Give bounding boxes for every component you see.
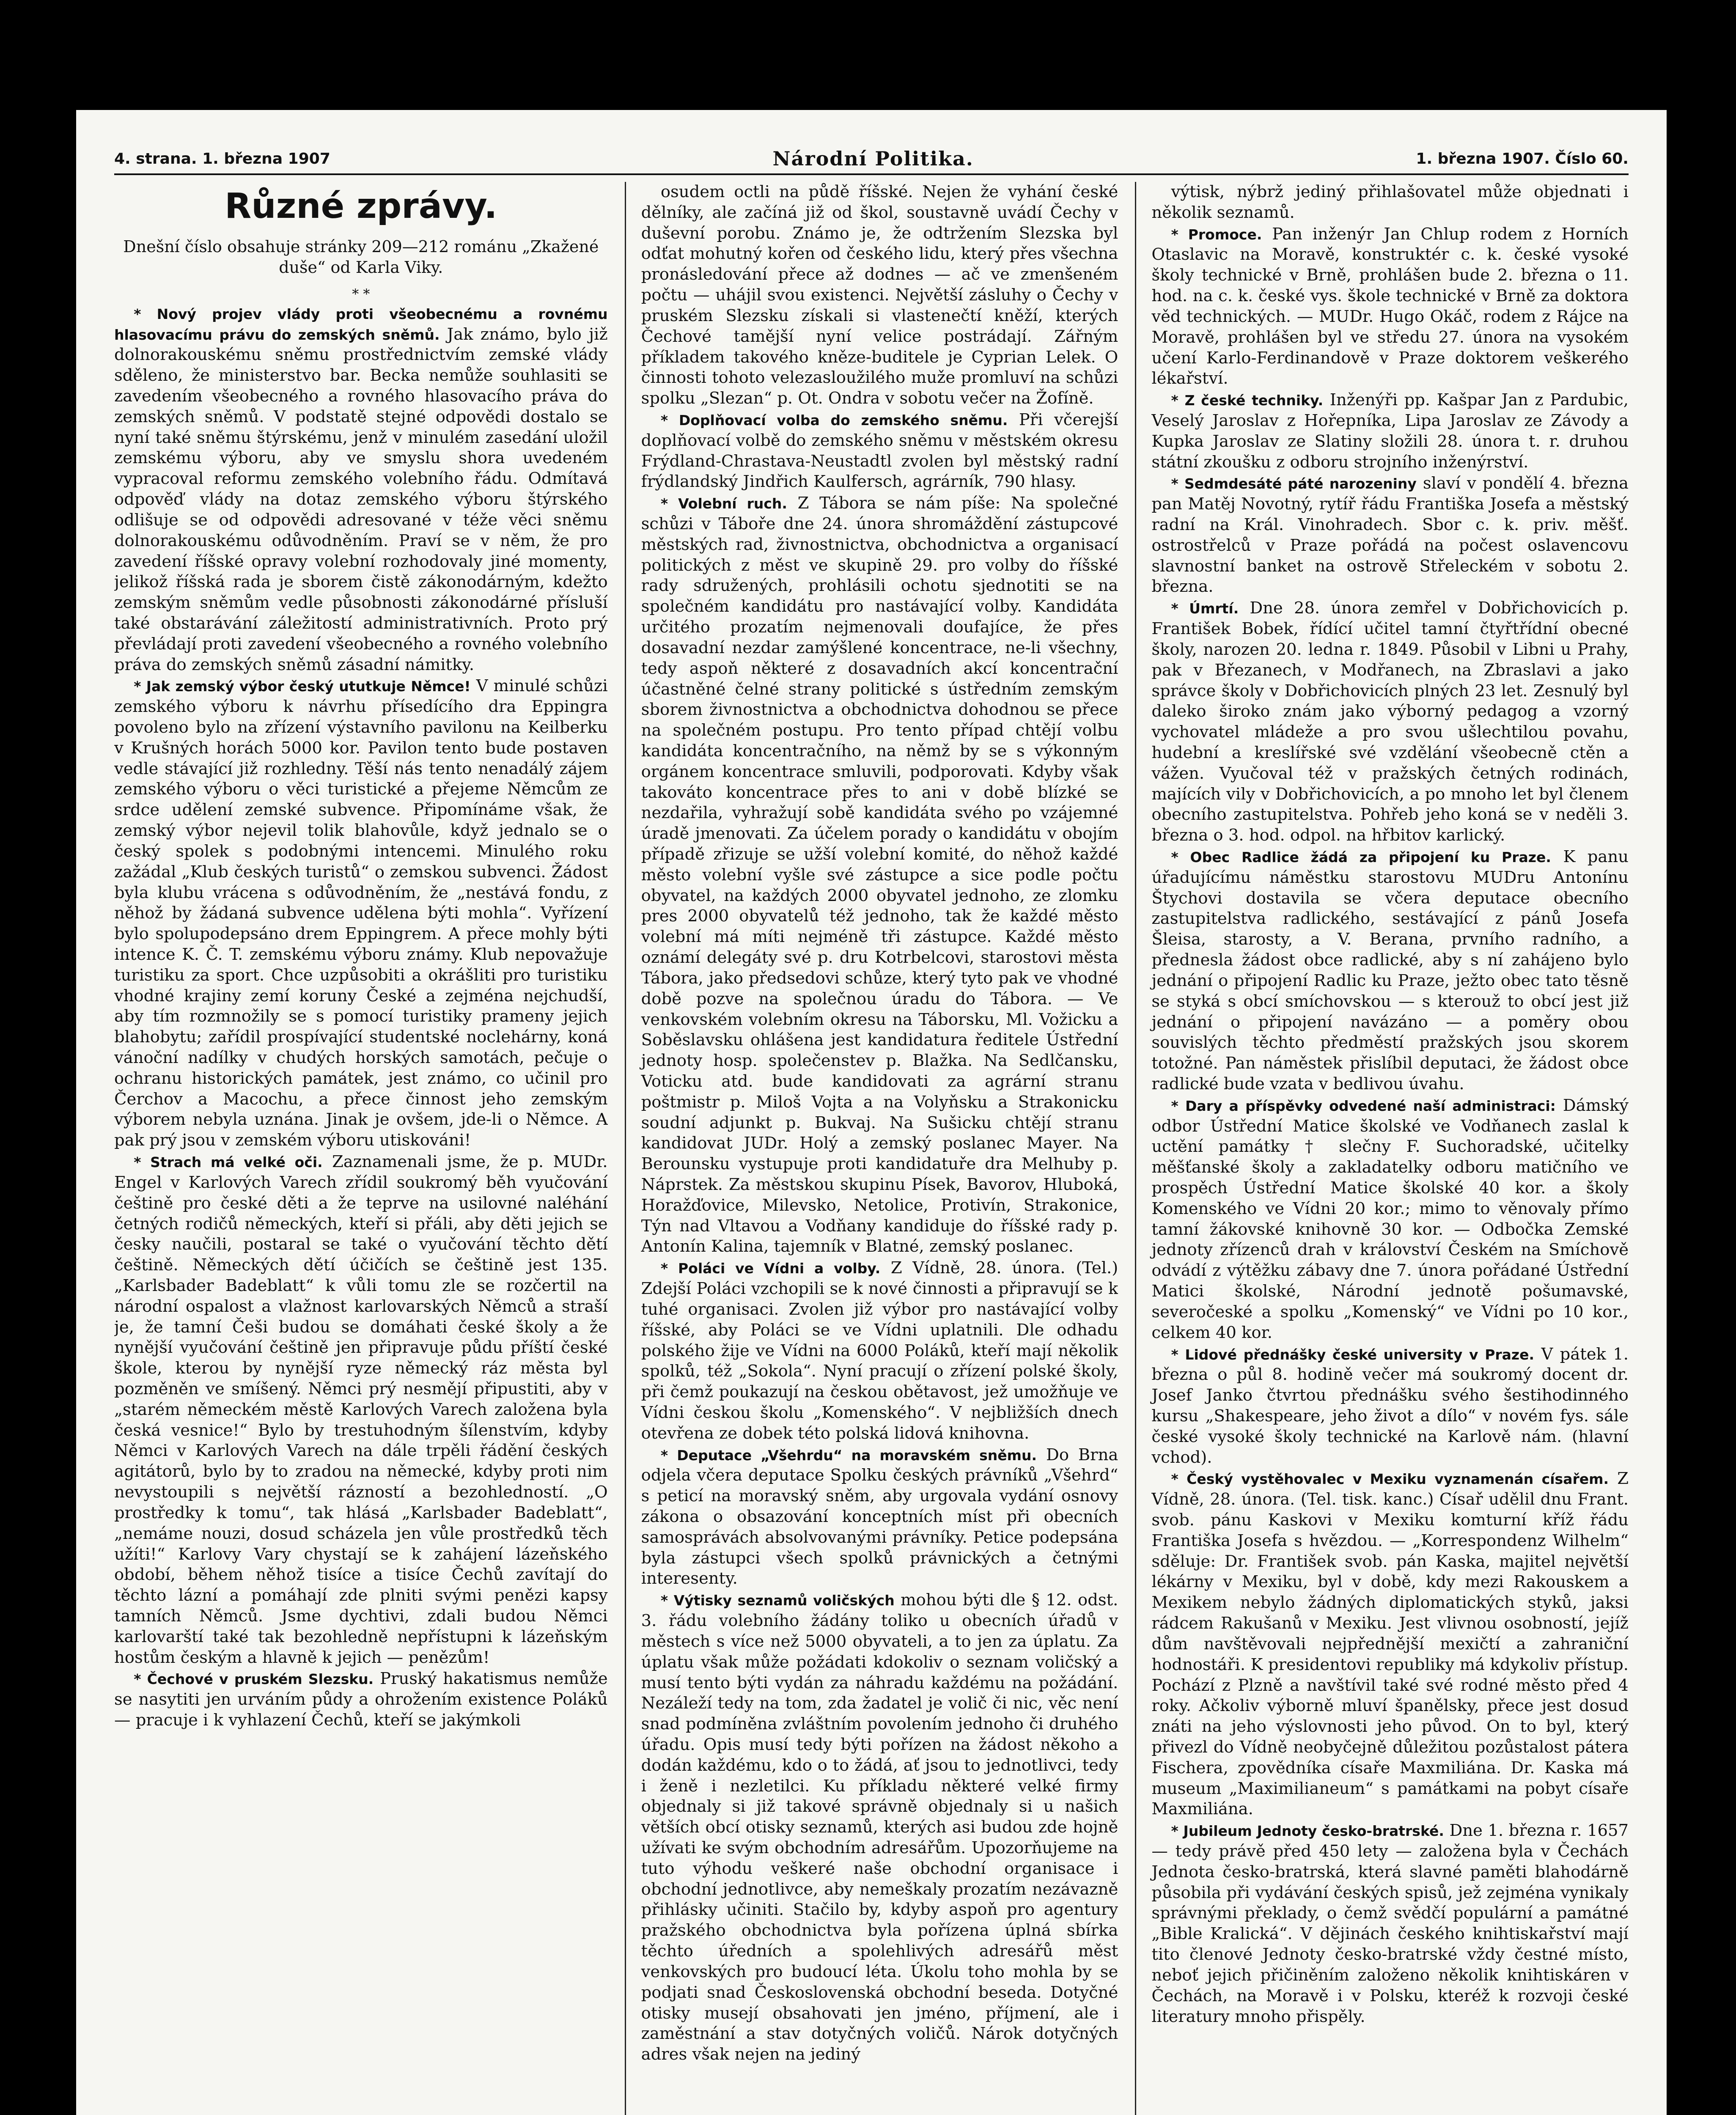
article-text: mohou býti dle § 12. odst. 3. řádu volebního žádány toliko u obecních úřadů v městech s více než 5000 obyvateli, a to jen za úplatu. Za úplatu však může požádati kdokoliv o seznam voličský a musí tento býti vydán za náhradu každému na požádání. Nezáleží tedy na tom, zda žadatel je volič či nic, věc není snad podmíněna zvláštním povolením jednoho či druhého úřadu. Opis musí tedy býti pořízen na žádost někoho a dodán každému, kdo o to žádá, ať jsou to jednotlivci, tedy i ženě i nezletilci. Ku příkladu některé velké firmy objednaly si již takové správně objednaly si u našich větších obcí otisky seznamů, kterých asi budou zde hojně užívati ke svým obchodním adresářům. Upozorňujeme na tuto výhodu veškeré naše obchodní organisace i obchodní jednotlivce, aby nemeškaly prozatím nezávazně přihlásky učiniti. Stačilo by, kdyby aspoň pro agentury pražského obchodnictva byla pořízena úplná sbírka těchto úředních a spolehlivých adresářů měst venkovských pro budoucí léta. Úkolu toho mohla by se podjati snad Československá obchodní beseda. Dotyčné otisky musejí obsahovati jen jméno, příjmení, ale i zaměstnání a stav dotyčných voličů. Nárok dotyčných adres však nejen na jediný xyxy=(641,1590,1118,2064)
article-lead: * Volební ruch. xyxy=(660,495,787,512)
article-paragraph xyxy=(114,676,608,1151)
article-text: Z Vídně, 28. února. (Tel.) Zdejší Poláci vzchopili se k nové činnosti a připravují se k tuhé organisaci. Zvolen již výbor pro nastávající volby říšské, aby Poláci se ve Vídni uplatnili. Dle odhadu polského žije ve Vídni na 6000 Poláků, kteří mají několik spolků, též „Sokola“. Nyní pracují o zřízení polské školy, při čemž poukazují na českou obětavost, jež umožňuje ve Vídni českou školu „Komenského“. V nejbližších dnech otevřena ze dobek této polská lidová knihovna. xyxy=(641,1258,1118,1443)
article-paragraph xyxy=(114,1152,608,1668)
article-text: Z Tábora se nám píše: Na společné schůzi v Táboře dne 24. února shromáždění zástupcové městských rad, živnostnictva, obchodnictva a organisací politických z měst ve skupině 29. pro volby do říšské rady sdružených, prohlásili ochotu sjednotiti se na společném kandidátu pro nastávající volby. Kandidáta určitého prozatím nejmenovali doufajíce, že přes dosavadní nezdar zamýšlené koncentrace, ne-li všechny, tedy aspoň některé z dosavadních akcí koncentrační účastněné čelné strany politické s ústředním zemským sborem živnostnictva a obchodnictva dohodnou se přece na společném postupu. Pro tento případ chtějí volbu kandidáta koncentračního, na němž by se s výkonným orgánem koncentrace smluvili, podporovati. Kdyby však takováto koncentrace přes to ani v době blízké se nezdařila, vyhražují sobě kandidáta svého po vzájemné úradě jmenovati. Za účelem porady o kandidátu v obojím případě zřizuje se užší volební komité, do něhož každé město volební vyšle své zástupce a sice podle počtu obyvatel, na každých 2000 obyvatel jednoho, ze zlomku pres 2000 obyvatelů též jednoho, tak že každé město volební má míti nejméně tři zástupce. Každé město oznámí delegáty své p. dru Kotrbelcovi, starostovi města Tábora, jako předsedovi schůze, který tyto pak ve vhodné době pozve na společnou úradu do Tábora. — Ve venkovském volebním okresu na Táborsku, Ml. Vožicku a Soběslavsku ohlášena jest kandidatura ředitele Ústřední jednoty hosp. společenstev p. Blažka. Na Sedlčansku, Voticku atd. bude kandidovati za agrární stranu poštmistr p. Miloš Vojta a na Volyňsku a Strakonicku soudní adjunkt p. Bukvaj. Na Sušicku chtějí stranu kandidovat JUDr. Holý a zemský poslanec Mayer. Na Berounsku vystupuje proti kandidatuře dra Melhuby p. Náprstek. Za městskou skupinu Písek, Bavorov, Hluboká, Horažďovice, Milevsko, Netolice, Protivín, Strakonice, Týn nad Vltavou a Vodňany kandiduje do říšské rady p. Antonín Kalina, tajemník v Blatné, zemský poslanec. xyxy=(641,494,1118,1256)
article-lead: * Jak zemský výbor český ututkuje Němce! xyxy=(134,678,471,695)
page-header xyxy=(114,144,1629,175)
article-text: V minulé schůzi zemského výboru k návrhu přísedícího dra Eppingra povoleno bylo na zřízení výstavního pavilonu na Keilberku v Krušných horách 5000 kor. Pavilon tento bude postaven vedle stávající již rozhledny. Těší nás tento nenadálý zájem zemského výboru o věci turistické a přejeme Němcům ze srdce udělení zemské subvence. Připomínáme však, že zemský výbor nejevil tolik blahovůle, když jednalo se o český spolek s podobnými intencemi. Minulého roku zažádal „Klub českých turistů“ o zemskou subvenci. Žádost byla klubu vrácena s odůvodněním, že „nestává fondu, z něhož by žádaná subvence udělena býti mohla“. Vyřízení bylo spolupodepsáno drem Eppingrem. A přece mohly býti intence K. Č. T. zemskému výboru známy. Klub nepovažuje turistiku za sport. Chce uzpůsobiti a okrášliti pro turistiku vhodné krajiny zemí koruny České a zejména nejchudší, aby tím rozmnožily se s pomocí turistiky prameny jejich blahobytu; zařídil prospívající studentské noclehárny, koná vánoční nadílky v chudých horských samotách, pečuje o ochranu historických památek, jest známo, co učinil pro Čerchov a Macochu, a přece činnost jeho zemským výborem nebyla uznána. Jinak je ovšem, jde-li o Němce. A pak prý jsou v zemském výboru utiskováni! xyxy=(114,676,608,1150)
article-lead: * Sedmdesáté páté narozeniny xyxy=(1171,475,1417,492)
article-text: Dne 28. února zemřel v Dobřichovicích p. František Bobek, řídící učitel tamní čtyřtřídní obecné školy, narozen 20. ledna r. 1849. Působil v Libni u Prahy, pak v Březanech, v Modřanech, na Zbraslavi a jako správce školy v Dobřichovicích plných 23 let. Zesnulý byl daleko široko znám jako výborný pedagog a vzorný vychovatel mládeže a pro svou ušlechtilou povahu, hudební a kreslířské své vzdělání všeobecně ctěn a vážen. Vyučoval též v pražských četných rodinách, majících vily v Dobřichovicích, a po mnoho let byl členem obecního zastupitelstva. Pohřeb jeho koná se v neděli 3. března o 3. hod. odpol. na hřbitov karlický. xyxy=(1151,599,1629,845)
article-paragraph xyxy=(1151,1821,1629,2027)
article-paragraph xyxy=(1151,1096,1629,1343)
article-lead: * Promoce. xyxy=(1171,226,1262,243)
article-text: Dne 1. března r. 1657 — tedy právě před 450 lety — založena byla v Čechách Jednota česko-bratrská, která slavné paměti blahodárně působila při vydávání českých spisů, jež zejména vynikaly správnými překlady, o čemž svědčí populární a památné „Bible Kralická“. V dějinách českého knihtiskařství mají tito členové Jednoty česko-bratrské vždy čestné místo, neboť jejich přičiněním založeno několik knihtiskáren v Čechách, na Moravě i v Polsku, kteréž k rozvoji české literatury mnoho přispěly. xyxy=(1151,1821,1629,2026)
article-paragraph xyxy=(641,182,1118,409)
article-text: slaví v pondělí 4. března pan Matěj Novotný, rytíř řádu Františka Josefa a městský radní na Král. Vinohradech. Sbor c. k. priv. měšť. ostrostřelců v Praze pořádá na počest oslavencovu slavnostní banket na ostrově Střeleckém v sobotu 2. března. xyxy=(1151,474,1629,596)
article-text: Pan inženýr Jan Chlup rodem z Horních Otaslavic na Moravě, konstruktér c. k. české vysoké školy technické v Brně, prohlášen bude 2. března o 11. hod. na c. k. české vys. škole technické v Brně za doktora věd technických. — MUDr. Hugo Okáč, rodem z Rájce na Moravě, prohlášen byl ve středu 27. února na vysokém učení Karlo-Ferdinandově v Praze doktorem veškerého lékařství. xyxy=(1151,224,1629,388)
article-text: K panu úřadujícímu náměstku starostovu MUDru Antonínu Štychovi dostavila se včera deputace obecního zastupitelstva radlického, sestávající z pánů Josefa Šleisa, starosty, a V. Berana, prvního radního, a přednesla žádost obce radlické, aby s ní zahájeno bylo jednání o připojení Radlic ku Praze, ježto obec tato těsně se styká s obcí smíchovskou — s kterouž to obcí jest již jednání o připojení navázáno — a poměry obou souvislých těchto předměstí pražských jsou skorem totožné. Pan náměstek přislíbil deputaci, že žádost obce radlické bude vzata v bedlivou úvahu. xyxy=(1151,847,1629,1093)
article-paragraph xyxy=(1151,224,1629,390)
article-lead: * Úmrtí. xyxy=(1171,600,1239,617)
article-lead: * Deputace „Všehrdu“ na moravském sněmu. xyxy=(660,1447,1037,1464)
article-lead: * Obec Radlice žádá za připojení ku Praze. xyxy=(1171,849,1551,865)
section-intro: Dnešní číslo obsahuje stránky 209—212 románu „Zkažené duše“ od Karla Viky. xyxy=(123,237,599,277)
article-text: Z Vídně, 28. února. (Tel. tisk. kanc.) Císař udělil dnu Frant. svob. pánu Kaskovi v Mexiku komturní kříž řádu Františka Josefa s hvězdou. — „Korrespondenz Wilhelm“ sděluje: Dr. František svob. pán Kaska, majitel největší lékárny v Mexiku, byl v době, kdy mezi Rakouskem a Mexikem nebylo žádných diplomatických styků, jaksi rádcem Rakušanů v Mexiku. Jest vlivnou osobností, jejíž dům navštěvovali nejpřednější mexičtí a zahraniční hodnostáři. K presidentovi republiky má kdykoliv přístup. Pochází z Plzně a navštívil také své rodné město před 4 roky. Ačkoliv výborně mluví španělsky, přece jest dosud znáti na jeho výslovnosti jeho původ. On to byl, který přivezl do Vídně neobyčejně důležitou pozůstalost pátera Fischera, zpovědníka císaře Maxmiliána. Dr. Kaska má museum „Maximilianeum“ s památkami na pobyt císaře Maxmiliána. xyxy=(1151,1469,1629,1819)
article-paragraph xyxy=(641,1258,1118,1444)
article-paragraph xyxy=(1151,473,1629,597)
issue-number: 1. března 1907. Číslo 60. xyxy=(1416,150,1629,168)
page-info: 4. strana. 1. března 1907 xyxy=(114,150,330,168)
article-text: Zaznamenali jsme, že p. MUDr. Engel v Karlových Varech zřídil soukromý běh vyučování češtině pro české děti a že teprve na usilovné naléhání četných rodičů německých, kteří si přáli, aby děti jejich se česky naučili, postaral se také o vyučování těchto dětí češtině. Německých dětí účičích se češtině jest 135. „Karlsbader Badeblatt“ k vůli tomu zle se rozčertil na národní ospalost a vlažnost karlovarských Němců a straší je, že tamní Češi budou se domáhati české školy a že nynější vyučování češtině jen připravuje půdu příští české škole, kterou by nynější ryze německý ráz města byl pozměněn ve smíšený. Němci prý nesmějí připustiti, aby v „starém německém městě Karlových Varech založena byla česká vesnice!“ Bylo by trestuhodným šílenstvím, kdyby Němci v Karlových Varech na dále trpěli řádění českých agitátorů, bylo by to zradou na německé, kdyby proti nim nevystoupili s největší rázností a bezohledností. „O prostředky k tomu“, tak hlásá „Karlsbader Badeblatt“, „nemáme nouzi, dosud scházela jen vůle prostředků těch užíti!“ Karlovy Vary chystají se k zahájení lázeňského období, během něhož tisíce a tisíce Čechů zavítají do těchto lázní a pomáhají zde plniti svými penězi kapsy tamních Němců. Jsme dychtivi, zdali budou Němci karlovarští také tak bezohledně nepřístupni k lázeňským hostům českým a hlavně k jejich — penězům! xyxy=(114,1152,608,1667)
article-text: osudem octli na půdě říšské. Nejen že vyhání české dělníky, ale začíná již od škol, soustavně uvádí Čechy v duševní porobu. Známo je, že odtržením Slezska byl odťat mohutný kořen od českého lidu, který přes všechna pronásledování přece až dodnes — ač ve zmenšeném počtu — uhájil svou existenci. Největší zásluhy o Čechy v pruském Slezsku získali si vlastenečtí kněží, kterých Čechové tamější nyní velice postrádají. Zářným příkladem takového kněze-buditele je Cyprian Lelek. O činnosti tohoto velezasloužilého muže promluví na schůzi spolku „Slezan“ p. Ot. Ondra v sobotu večer na Žofíně. xyxy=(641,182,1118,408)
article-paragraph xyxy=(641,1590,1118,2065)
article-paragraph xyxy=(641,1445,1118,1590)
article-text: V pátek 1. března o půl 8. hodině večer má soukromý docent dr. Josef Janko čtvrtou přednášku svého šestihodinného kursu „Shakespeare, jeho život a dílo“ v novém fys. sále české vysoké školy technické na Karlově nám. (hlavní vchod). xyxy=(1151,1344,1629,1467)
article-text: Jak známo, bylo již dolnorakouskému sněmu prostřednictvím zemské vlády sděleno, že ministerstvo bar. Becka nemůže souhlasiti se zavedením všeobecného a rovného hlasovacího práva do zemských sněmů. V podstatě stejné odpovědi dostalo se nyní také sněmu štýrskému, jenž v minulém zasedání uložil zemskému výboru, aby ve smyslu shora uvedeném vypracoval reformu zemského volebního řádu. Odmítavá odpověď vlády na dotaz zemského výboru štýrského odlišuje se od odpovědi adresované v téže věci sněmu dolnorakouskému odůvodněním. Praví se v něm, že pro zavedení říšské opravy volební rozhodovaly jiné momenty, jelikož říšská rada je sborem čistě zákonodárným, kdežto zemským sněmům vedle působnosti zákonodárné přísluší také obstarávání záležitostí administrativních. Proto prý převládají proti zavedení všeobecného a rovného volebního práva do zemských sněmů zásadní námitky. xyxy=(114,324,608,674)
article-paragraph xyxy=(1151,598,1629,846)
article-text: Inženýři pp. Kašpar Jan z Pardubic, Veselý Jaroslav z Hořepníka, Lipa Jaroslav ze Závody a Kupka Jaroslav ze Slatiny složili 28. února t. r. druhou státní zkoušku z odboru strojního inženýrství. xyxy=(1151,390,1629,472)
section-title: Různé zprávy. xyxy=(225,186,497,226)
newspaper-page xyxy=(76,110,1667,2115)
article-paragraph xyxy=(1151,847,1629,1095)
article-paragraph xyxy=(1151,390,1629,472)
article-lead: * Strach má velké oči. xyxy=(134,1154,323,1171)
article-lead: * Dary a příspěvky odvedené naší administraci: xyxy=(1171,1097,1556,1114)
column-2 xyxy=(625,182,1118,2115)
article-paragraph xyxy=(114,1669,608,1730)
article-lead: * Český vystěhovalec v Mexiku vyznamenán císařem. xyxy=(1171,1471,1609,1488)
article-lead: * Nový projev vlády proti všeobecnému a rovnému hlasovacímu právu do zemských sněmů. xyxy=(114,305,608,343)
article-paragraph xyxy=(1151,1344,1629,1468)
article-paragraph xyxy=(641,410,1118,492)
separator-stars: * * xyxy=(352,286,370,302)
article-text: Pruský hakatismus nemůže se nasytiti jen urváním půdy a ohrožením existence Poláků — pracuje i k vyhlazení Čechů, kteří se jakýmkoli xyxy=(114,1669,608,1730)
article-paragraph xyxy=(1151,1469,1629,1820)
column-1 xyxy=(114,182,608,2115)
article-lead: * Jubileum Jednoty česko-bratrské. xyxy=(1171,1823,1444,1840)
article-text: výtisk, nýbrž jediný přihlašovatel může objednati i několik seznamů. xyxy=(1151,182,1629,222)
article-lead: * Doplňovací volba do zemského sněmu. xyxy=(660,412,1008,428)
article-text: Při včerejší doplňovací volbě do zemského sněmu v městském okresu Frýdland-Chrastava-Neustadtl zvolen byl městský radní frýdlandský Jindřich Kaulfersch, agrárník, 790 hlasy. xyxy=(641,410,1118,492)
article-lead: * Čechové v pruském Slezsku. xyxy=(134,1671,374,1688)
article-lead: * Výtisky seznamů voličských xyxy=(660,1592,895,1609)
article-paragraph xyxy=(641,493,1118,1257)
article-lead: * Poláci ve Vídni a volby. xyxy=(660,1260,881,1277)
article-lead: * Lidové přednášky české university v Praze. xyxy=(1171,1346,1535,1363)
masthead: Národní Politika. xyxy=(772,147,974,170)
article-paragraph xyxy=(114,304,608,676)
column-3 xyxy=(1135,182,1629,2115)
article-text: Do Brna odjela včera deputace Spolku českých právníků „Všehrd“ s peticí na moravský sněm, aby urgovala vydání osnovy zákona o obsazování konceptních míst při obecních samosprávách absolvovanými právníky. Petice podepsána byla zástupci všech spolků právnických a četnými interesenty. xyxy=(641,1445,1118,1588)
article-paragraph xyxy=(1151,182,1629,223)
article-lead: * Z české techniky. xyxy=(1171,392,1324,409)
article-text: Dámský odbor Ústřední Matice školské ve Vodňanech zaslal k uctění památky † slečny F. Suchoradské, učitelky měšťanské školy a zakladatelky odboru matičního ve prospěch Ústřední Matice školské 40 kor. a školy Komenského ve Vídni 20 kor.; mimo to věnovaly přímo tamní žákovské knihovně 30 kor. — Odbočka Zemské jednoty zřízenců drah v království Českém na Smíchově odvádí z výtěžku zábavy dne 7. února pořádané Ústřední Matici školské, Národní jednotě pošumavské, severočeské a spolku „Komenský“ ve Vídni po 10 kor., celkem 40 kor. xyxy=(1151,1096,1629,1342)
columns xyxy=(114,182,1629,2115)
